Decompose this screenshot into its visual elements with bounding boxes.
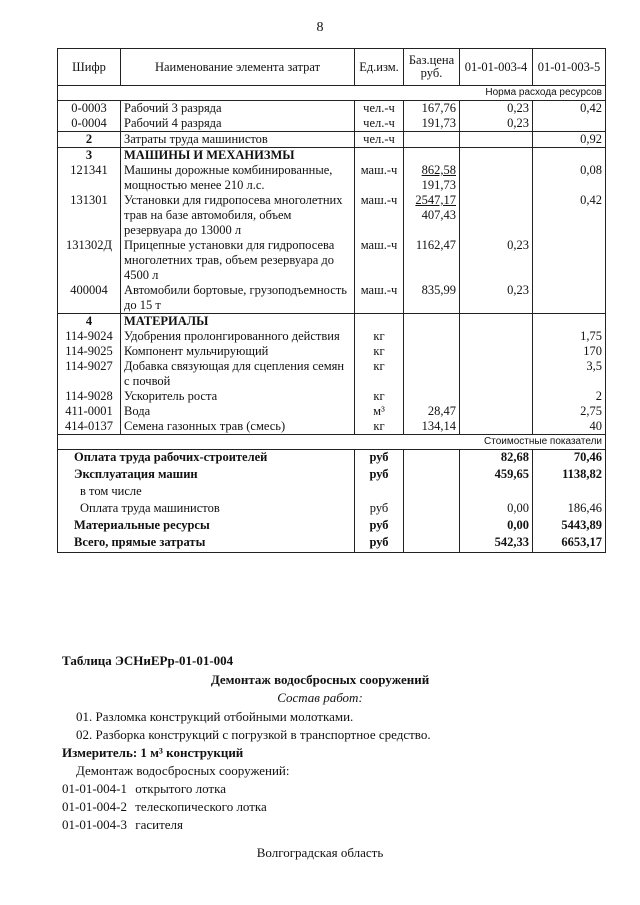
- table-row: [58, 359, 606, 389]
- row-value-col2: 2,75: [533, 404, 606, 419]
- row-price: [404, 314, 460, 330]
- row-unit: маш.-ч: [355, 283, 404, 314]
- row-value-col2: [533, 314, 606, 330]
- summary-name: Оплата труда машинистов: [58, 501, 355, 518]
- price-value: 1162,47: [415, 238, 456, 252]
- row-value-col2: 0,08: [533, 163, 606, 193]
- row-value-col2: 0,42: [533, 101, 606, 117]
- row-name: Семена газонных трав (смесь): [121, 419, 355, 435]
- header-base-price: Баз.цена руб.: [404, 49, 460, 86]
- item-label: телескопического лотка: [135, 799, 267, 814]
- row-price: [404, 101, 460, 117]
- row-value-col2: [533, 116, 606, 132]
- row-name: Установки для гидропосева многолетних трав на базе автомобиля, объем резервуара до 13000 л: [121, 193, 355, 238]
- row-code: 2: [58, 132, 121, 148]
- row-value-col1: [460, 404, 533, 419]
- price-value: 191,73: [421, 116, 456, 130]
- row-value-col2: [533, 148, 606, 164]
- row-value-col1: 0,23: [460, 101, 533, 117]
- header-code: Шифр: [58, 49, 121, 86]
- section-row: [58, 148, 606, 164]
- item-label: открытого лотка: [135, 781, 226, 796]
- row-code: 411-0001: [58, 404, 121, 419]
- header-unit: Ед.изм.: [355, 49, 404, 86]
- table-row: [58, 419, 606, 435]
- summary-value-col2: 186,46: [533, 501, 606, 518]
- row-unit: маш.-ч: [355, 238, 404, 283]
- table-row: [58, 193, 606, 238]
- row-unit: кг: [355, 359, 404, 389]
- summary-unit: руб: [355, 518, 404, 535]
- price-value: 862,58: [421, 163, 456, 177]
- summary-value-col1: 82,68: [460, 450, 533, 468]
- region-label: Волгоградская область: [256, 845, 384, 860]
- list-item: [62, 799, 267, 815]
- summary-price-empty: [404, 450, 460, 468]
- summary-unit: [355, 484, 404, 501]
- row-unit: кг: [355, 419, 404, 435]
- table-row: [58, 404, 606, 419]
- row-value-col1: 0,23: [460, 238, 533, 283]
- row-name: Вода: [121, 404, 355, 419]
- row-unit: [355, 314, 404, 330]
- resource-table: [57, 48, 606, 553]
- summary-name: Оплата труда рабочих-строителей: [58, 450, 355, 468]
- row-unit: кг: [355, 329, 404, 344]
- table-row: [58, 116, 606, 132]
- meter-label: Измеритель: 1 м³ конструкций: [62, 745, 244, 760]
- summary-name: Материальные ресурсы: [58, 518, 355, 535]
- row-code: 0-0004: [58, 116, 121, 132]
- item-code: 01-01-004-2: [62, 799, 127, 814]
- row-name: Машины дорожные комбинированные, мощностью менее 210 л.с.: [121, 163, 355, 193]
- table-row: [58, 329, 606, 344]
- row-code: 0-0003: [58, 101, 121, 117]
- summary-row: [58, 518, 606, 535]
- summary-row: [58, 467, 606, 484]
- summary-price-empty: [404, 467, 460, 484]
- row-name: Компонент мульчирующий: [121, 344, 355, 359]
- summary-name: Всего, прямые затраты: [58, 535, 355, 553]
- table-row: [58, 101, 606, 117]
- row-value-col1: [460, 359, 533, 389]
- item-code: 01-01-004-3: [62, 817, 127, 832]
- row-value-col2: 3,5: [533, 359, 606, 389]
- row-price: [404, 404, 460, 419]
- table-row: [58, 283, 606, 314]
- row-unit: кг: [355, 344, 404, 359]
- row-price: [404, 238, 460, 283]
- row-price: [404, 419, 460, 435]
- row-code: 414-0137: [58, 419, 121, 435]
- summary-value-col2: [533, 484, 606, 501]
- row-value-col1: [460, 148, 533, 164]
- row-value-col2: 0,92: [533, 132, 606, 148]
- summary-unit: руб: [355, 450, 404, 468]
- row-value-col2: 40: [533, 419, 606, 435]
- header-col1: 01-01-003-4: [460, 49, 533, 86]
- row-name: Добавка связующая для сцепления семян с почвой: [121, 359, 355, 389]
- row-code: 131301: [58, 193, 121, 238]
- row-unit: чел.-ч: [355, 116, 404, 132]
- page-number: 8: [316, 20, 324, 35]
- summary-name: Эксплуатация машин: [58, 467, 355, 484]
- row-code: 121341: [58, 163, 121, 193]
- row-code: 400004: [58, 283, 121, 314]
- section-row: [58, 314, 606, 330]
- summary-value-col1: 0,00: [460, 518, 533, 535]
- summary-unit: руб: [355, 535, 404, 553]
- row-code: 114-9025: [58, 344, 121, 359]
- work-step-1: 01. Разломка конструкций отбойными молотками.: [76, 709, 354, 724]
- row-value-col1: [460, 389, 533, 404]
- summary-row: [58, 484, 606, 501]
- row-price: [404, 148, 460, 164]
- row-price: [404, 359, 460, 389]
- row-price: [404, 283, 460, 314]
- summary-row: [58, 501, 606, 518]
- table-row: [58, 238, 606, 283]
- section-row: [58, 132, 606, 148]
- summary-row: [58, 535, 606, 553]
- row-name: Рабочий 4 разряда: [121, 116, 355, 132]
- row-unit: м³: [355, 404, 404, 419]
- row-value-col2: 170: [533, 344, 606, 359]
- band-cost-label: Стоимостные показатели: [58, 435, 606, 450]
- row-price: [404, 116, 460, 132]
- table-row: [58, 389, 606, 404]
- row-price: [404, 193, 460, 238]
- row-value-col1: [460, 314, 533, 330]
- price-value: 2547,17: [415, 193, 456, 207]
- row-value-col1: [460, 193, 533, 238]
- summary-value-col1: [460, 484, 533, 501]
- row-price: [404, 132, 460, 148]
- row-value-col1: [460, 329, 533, 344]
- row-value-col1: [460, 419, 533, 435]
- row-code: 4: [58, 314, 121, 330]
- work-step-2: 02. Разборка конструкций с погрузкой в транспортное средство.: [76, 727, 431, 742]
- summary-name: в том числе: [58, 484, 355, 501]
- price-value-2: 191,73: [421, 178, 456, 192]
- summary-row: [58, 450, 606, 468]
- summary-unit: руб: [355, 501, 404, 518]
- row-value-col1: [460, 163, 533, 193]
- summary-price-empty: [404, 535, 460, 553]
- row-name: МАШИНЫ И МЕХАНИЗМЫ: [121, 148, 355, 164]
- summary-value-col1: 542,33: [460, 535, 533, 553]
- row-name: Затраты труда машинистов: [121, 132, 355, 148]
- summary-value-col2: 5443,89: [533, 518, 606, 535]
- price-value-2: 407,43: [421, 208, 456, 222]
- row-code: 114-9028: [58, 389, 121, 404]
- summary-value-col2: 1138,82: [533, 467, 606, 484]
- row-price: [404, 389, 460, 404]
- row-name: Автомобили бортовые, грузоподъемность до 15 т: [121, 283, 355, 314]
- row-unit: кг: [355, 389, 404, 404]
- row-code: 114-9027: [58, 359, 121, 389]
- summary-value-col2: 6653,17: [533, 535, 606, 553]
- header-col2: 01-01-003-5: [533, 49, 606, 86]
- row-code: 3: [58, 148, 121, 164]
- row-value-col2: 1,75: [533, 329, 606, 344]
- row-price: [404, 344, 460, 359]
- row-name: Удобрения пролонгированного действия: [121, 329, 355, 344]
- summary-price-empty: [404, 484, 460, 501]
- table-id: Таблица ЭСНиЕРр-01-01-004: [62, 653, 234, 668]
- summary-value-col2: 70,46: [533, 450, 606, 468]
- row-value-col1: 0,23: [460, 116, 533, 132]
- row-unit: [355, 148, 404, 164]
- row-value-col1: 0,23: [460, 283, 533, 314]
- work-title: Демонтаж водосбросных сооружений: [210, 672, 430, 687]
- row-value-col2: [533, 283, 606, 314]
- summary-unit: руб: [355, 467, 404, 484]
- item-label: гасителя: [135, 817, 183, 832]
- row-name: Рабочий 3 разряда: [121, 101, 355, 117]
- price-value: 28,47: [427, 404, 456, 418]
- row-unit: чел.-ч: [355, 132, 404, 148]
- row-name: МАТЕРИАЛЫ: [121, 314, 355, 330]
- price-value: 167,76: [421, 101, 456, 115]
- row-unit: маш.-ч: [355, 193, 404, 238]
- summary-price-empty: [404, 518, 460, 535]
- list-item: [62, 817, 183, 833]
- row-value-col1: [460, 132, 533, 148]
- row-name: Ускоритель роста: [121, 389, 355, 404]
- row-unit: чел.-ч: [355, 101, 404, 117]
- summary-price-empty: [404, 501, 460, 518]
- price-value: 835,99: [421, 283, 456, 297]
- composition-title: Состав работ:: [277, 690, 363, 705]
- band-norm-row: [58, 86, 606, 101]
- price-value: 134,14: [421, 419, 456, 433]
- row-value-col2: 2: [533, 389, 606, 404]
- items-intro: Демонтаж водосбросных сооружений:: [76, 763, 290, 778]
- header-name: Наименование элемента затрат: [121, 49, 355, 86]
- row-code: 131302Д: [58, 238, 121, 283]
- row-value-col2: [533, 238, 606, 283]
- row-price: [404, 163, 460, 193]
- row-value-col2: 0,42: [533, 193, 606, 238]
- row-price: [404, 329, 460, 344]
- list-item: [62, 781, 226, 797]
- table-row: [58, 344, 606, 359]
- summary-value-col1: 0,00: [460, 501, 533, 518]
- item-code: 01-01-004-1: [62, 781, 127, 796]
- row-unit: маш.-ч: [355, 163, 404, 193]
- band-norm-label: Норма расхода ресурсов: [58, 86, 606, 101]
- row-code: 114-9024: [58, 329, 121, 344]
- table-header-row: [58, 49, 606, 86]
- summary-value-col1: 459,65: [460, 467, 533, 484]
- table-row: [58, 163, 606, 193]
- row-value-col1: [460, 344, 533, 359]
- band-cost-row: [58, 435, 606, 450]
- row-name: Прицепные установки для гидропосева многолетних трав, объем резервуара до 4500 л: [121, 238, 355, 283]
